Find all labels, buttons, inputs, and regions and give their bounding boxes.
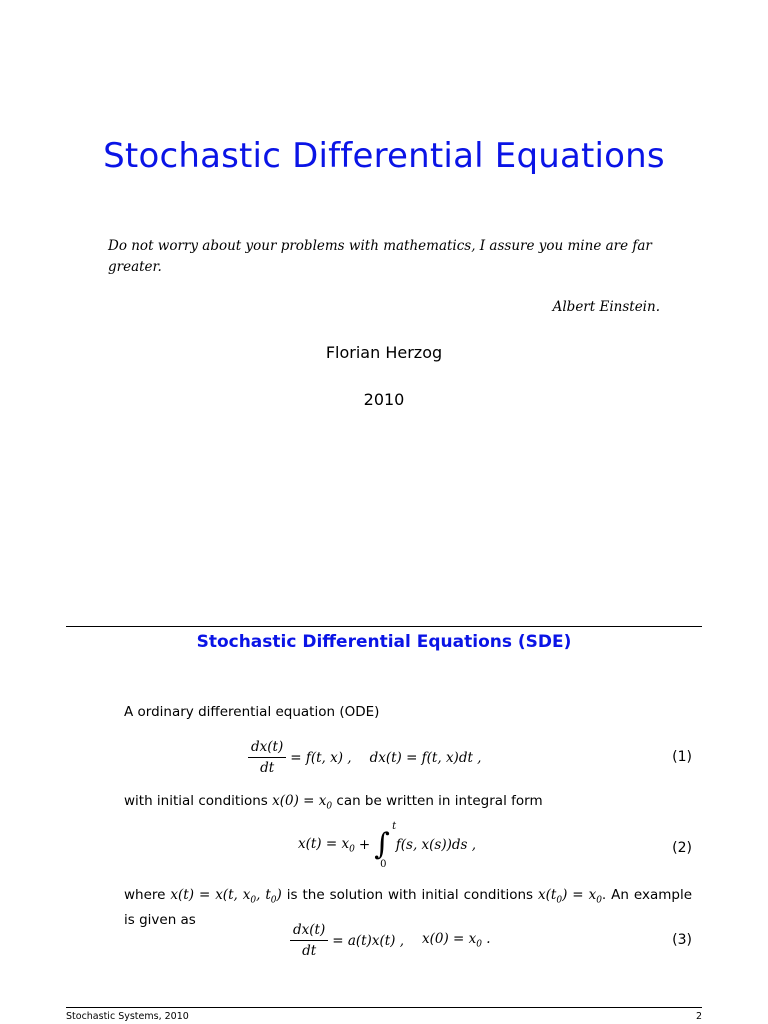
eq3-numerator: dx(t) (290, 922, 328, 941)
para2-math-main: x(0) = x (272, 793, 327, 809)
eq3-fraction (290, 922, 328, 959)
para2-math (272, 793, 333, 812)
para3-m1b: , t (256, 887, 271, 903)
para3-m2-sub: 0 (556, 895, 563, 906)
para3-m2b-sub: 0 (596, 895, 602, 906)
footer-rule (66, 1007, 702, 1008)
eq1-fraction (248, 739, 286, 776)
para3-m2: x(t (538, 887, 557, 903)
integral-sign: ∫ t 0 (374, 821, 397, 870)
integral-upper-limit: t (392, 821, 397, 832)
para3-math-2 (538, 887, 602, 906)
para2-math-sub: 0 (326, 801, 333, 812)
para3-m1b-sub: 0 (270, 895, 277, 906)
para3-m1: x(t) = x(t, x (170, 887, 251, 903)
slide-top-rule (66, 626, 702, 627)
equation-1-number: (1) (672, 749, 692, 765)
eq3-rhs2-end: . (486, 931, 491, 948)
eq1-numerator: dx(t) (248, 739, 286, 758)
equation-2 (298, 821, 477, 870)
para3-math-1 (170, 887, 282, 906)
eq1-rhs2: dx(t) = f(t, x)dt , (369, 749, 482, 766)
epigraph-author: Albert Einstein. (552, 299, 660, 315)
integral-lower-limit: 0 (380, 859, 387, 870)
epigraph-quote: Do not worry about your problems with mathematics, I assure you mine are far greater. (108, 238, 652, 275)
eq1-rhs1: = f(t, x) , (290, 749, 352, 766)
eq3-denominator: dt (302, 943, 317, 959)
slide-heading: Stochastic Differential Equations (SDE) (196, 632, 572, 652)
para3-m1c: ) (276, 887, 282, 903)
eq3-rhs1: = a(t)x(t) , (332, 932, 404, 949)
eq2-plus: + (358, 837, 371, 853)
eq3-rhs2-sub: 0 (476, 939, 482, 950)
footer-course-title: Stochastic Systems, 2010 (66, 1011, 189, 1022)
para3-word-where: where (124, 887, 166, 903)
para2-post: can be written in integral form (336, 793, 543, 809)
equation-2-number: (2) (672, 840, 692, 856)
eq2-lhs-sub: 0 (349, 844, 355, 855)
eq3-rhs2 (422, 931, 491, 950)
footer-page-number: 2 (695, 1011, 702, 1022)
para3-ending: . An example is given as (124, 887, 693, 928)
eq2-lhs-main: x(t) = x (298, 835, 350, 852)
publication-year: 2010 (363, 390, 405, 409)
para3-text: is the solution with initial conditions (286, 887, 534, 903)
equation-3-number: (3) (672, 932, 692, 948)
eq2-lhs (298, 836, 355, 855)
eq2-integrand: f(s, x(s))ds , (395, 837, 477, 853)
equation-3 (290, 922, 491, 959)
eq3-rhs2-main: x(0) = x (421, 931, 477, 948)
para3-m2b: ) = x (562, 887, 597, 903)
initial-conditions-paragraph (124, 792, 692, 817)
equation-1 (248, 739, 481, 776)
para2-pre: with initial conditions (124, 793, 268, 809)
intro-paragraph: A ordinary differential equation (ODE) (124, 704, 380, 720)
eq1-denominator: dt (260, 760, 275, 776)
author-name: Florian Herzog (325, 343, 443, 362)
para3-m1-sub: 0 (250, 895, 257, 906)
document-title: Stochastic Differential Equations (103, 136, 665, 176)
